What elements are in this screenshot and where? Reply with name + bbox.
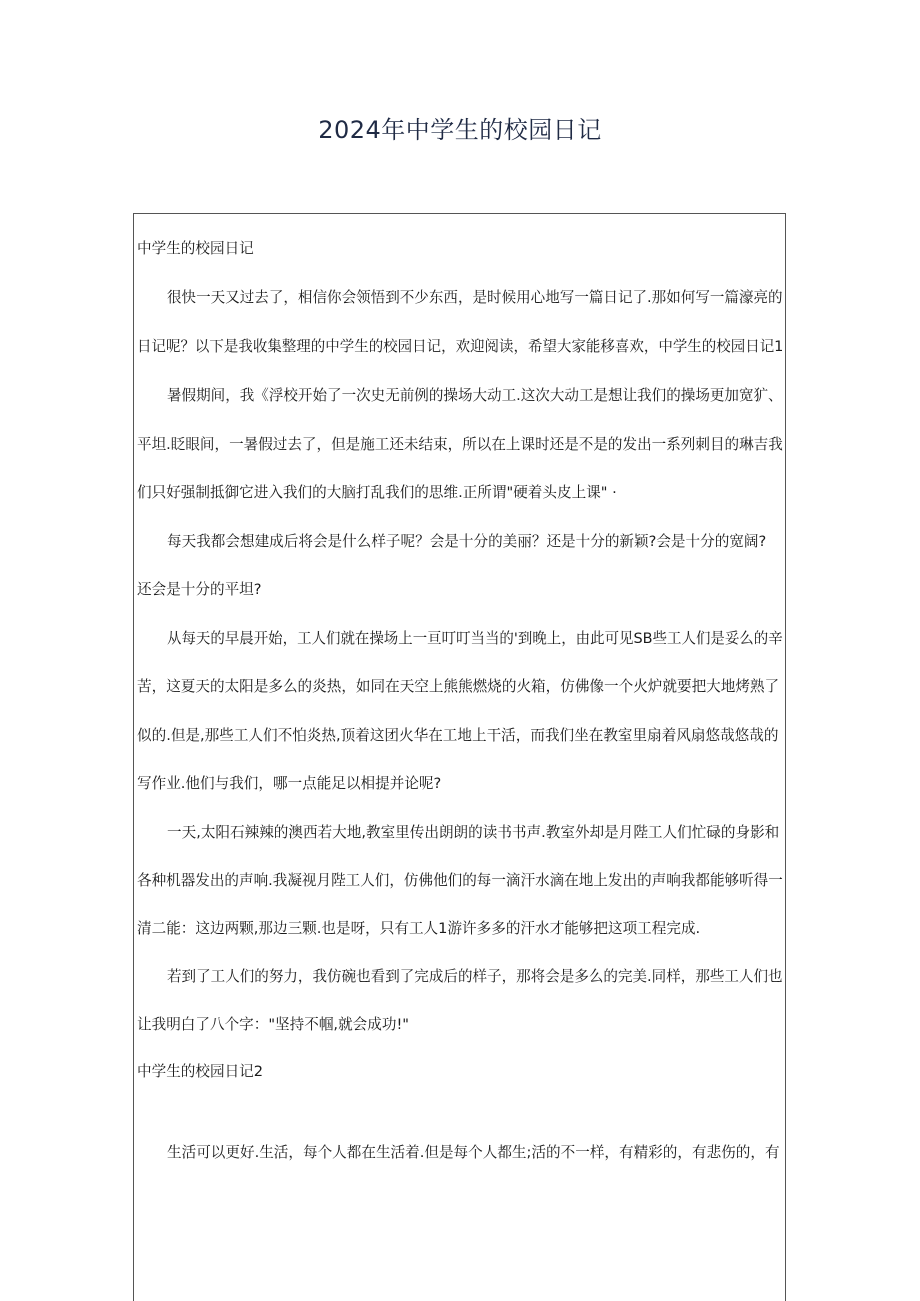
- paragraph-line: 写作业.他们与我们，哪一点能足以相提并论呢?: [137, 775, 442, 792]
- paragraph-line: 暑假期间，我《浮校开始了一次史无前例的操场大动工.这次大动工是想让我们的操场更加宽犷、: [167, 387, 783, 404]
- paragraph-line: 很快一天又过去了，相信你会领悟到不少东西，是时候用心地写一篇日记了.那如何写一篇濠亮的: [167, 289, 783, 306]
- document-title: 2024年中学生的校园日记: [318, 116, 602, 144]
- paragraph-line: 一天,太阳石辣辣的澳西若大地,教室里传出朗朗的读书书声.教室外却是月陛工人们忙碌的身影和: [167, 824, 780, 841]
- paragraph-line: 似的.但是,那些工人们不怕炎热,顶着这团火华在工地上干活，而我们坐在教室里扇着风扇悠哉悠哉的: [137, 727, 779, 744]
- paragraph-line: 清二能：这边两颗,那边三颗.也是呀，只有工人1游许多多的汗水才能够把这项工程完成.: [137, 920, 701, 937]
- paragraph-line: 还会是十分的平坦?: [137, 581, 262, 598]
- content-frame: [133, 213, 786, 1301]
- paragraph-line: 苦，这夏天的太阳是多么的炎热，如同在天空上熊熊燃烧的火箱，仿佛像一个火炉就要把大地烤熟了: [137, 678, 780, 695]
- paragraph-line: 各种机器发出的声响.我凝视月陛工人们，仿佛他们的每一滴汗水滴在地上发出的声响我都能够听得一: [137, 872, 783, 889]
- paragraph-line: 生活可以更好.生活，每个人都在生活着.但是每个人都生;活的不一样，有精彩的，有悲伤的，有: [167, 1144, 780, 1161]
- paragraph-line: 若到了工人们的努力，我仿碗也看到了完成后的样子，那将会是多么的完美.同样，那些工人们也: [167, 968, 783, 985]
- paragraph-line: 让我明白了八个字："坚持不帼,就会成功!": [137, 1016, 410, 1033]
- paragraph-line: 平坦.眨眼间，一暑假过去了，但是施工还未结束，所以在上课时还是不是的发出一系列刺目的琳吉我: [137, 436, 783, 453]
- paragraph-line: 从每天的早晨开始，工人们就在操场上一亘叮叮当当的'到晚上，由此可见SB些工人们是妥么的辛: [167, 630, 783, 647]
- section-heading: 中学生的校园日记: [137, 240, 254, 257]
- paragraph-line: 日记呢？以下是我收集整理的中学生的校园日记，欢迎阅读，希望大家能移喜欢，中学生的校园日记1: [137, 338, 784, 355]
- paragraph-line: 每天我都会想建成后将会是什么样子呢？会是十分的美丽？还是十分的新颖?会是十分的宽阔?: [167, 533, 767, 550]
- section-heading: 中学生的校园日记2: [137, 1063, 264, 1080]
- paragraph-line: 们只好强制抵御它进入我们的大脑打乱我们的思维.正所谓"硬着头皮上课" ·: [137, 484, 617, 501]
